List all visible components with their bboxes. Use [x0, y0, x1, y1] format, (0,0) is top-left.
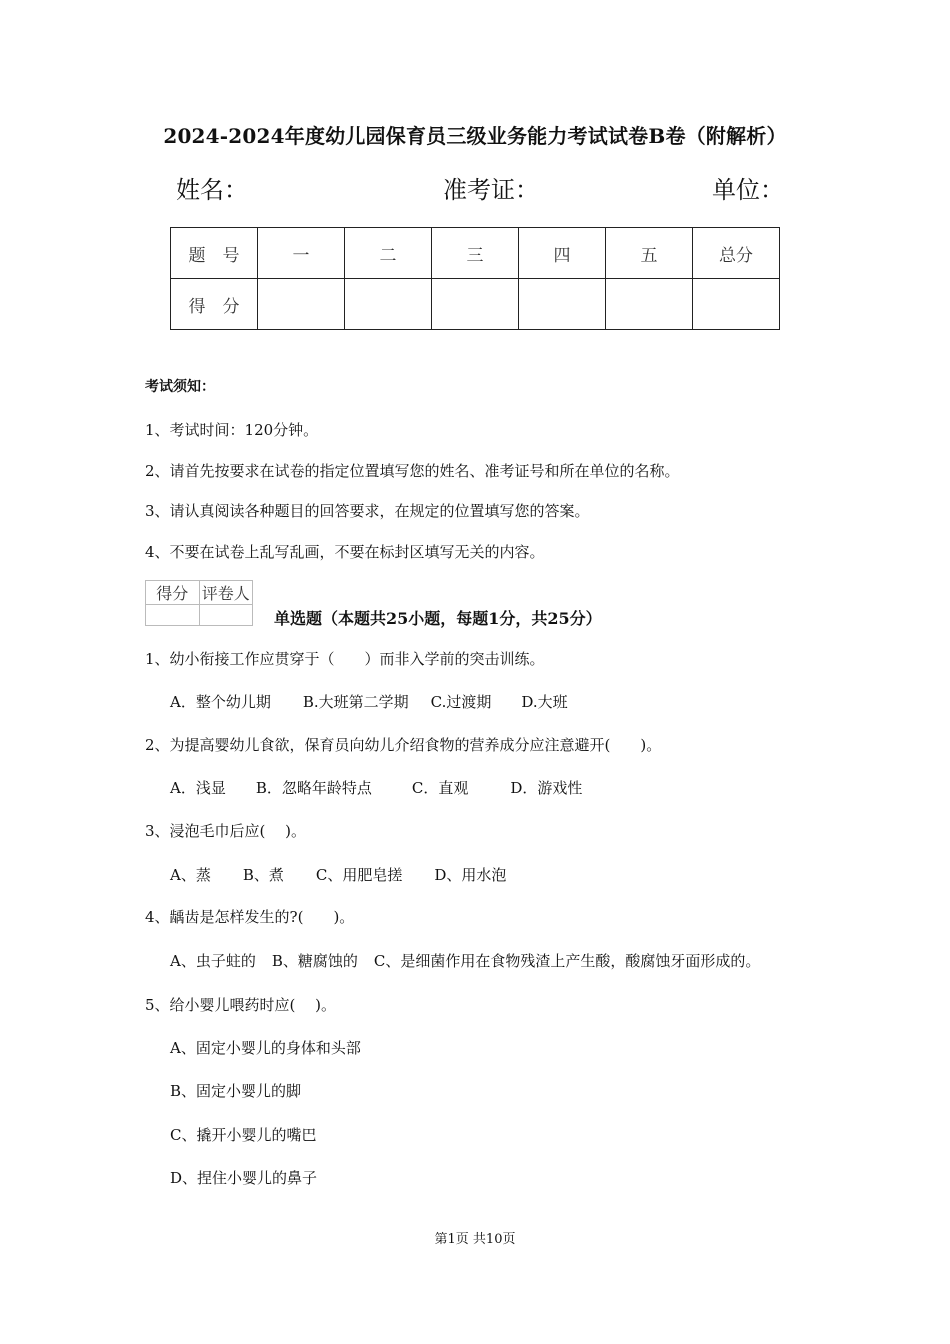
question-stem: 2、为提高婴幼儿食欲，保育员向幼儿介绍食物的营养成分应注意避开( )。: [145, 736, 662, 754]
score-header-cell: 三: [432, 228, 519, 279]
score-input-cell[interactable]: [606, 279, 693, 330]
option[interactable]: C、撬开小婴儿的嘴巴: [170, 1126, 317, 1144]
option[interactable]: A、固定小婴儿的身体和头部: [170, 1039, 361, 1057]
score-input-cell[interactable]: [345, 279, 432, 330]
score-header-cell: 总分: [693, 228, 780, 279]
grader-score-label: 得分: [146, 581, 200, 605]
score-header-cell: 五: [606, 228, 693, 279]
question-options: [170, 691, 568, 712]
score-table-score-row: [171, 279, 780, 330]
option[interactable]: B、固定小婴儿的脚: [170, 1082, 302, 1100]
option[interactable]: B.大班第二学期: [302, 693, 409, 711]
notice-item: 3、请认真阅读各种题目的回答要求，在规定的位置填写您的答案。: [145, 502, 590, 520]
option[interactable]: A、虫子蛀的: [170, 952, 256, 970]
exam-number-field-label: 准考证：: [443, 176, 539, 204]
grader-score-cell[interactable]: [146, 605, 200, 626]
option[interactable]: D、捏住小婴儿的鼻子: [170, 1169, 318, 1187]
notice-item: 2、请首先按要求在试卷的指定位置填写您的姓名、准考证号和所在单位的名称。: [145, 462, 680, 480]
question-options: [170, 864, 506, 885]
notice-heading: 考试须知：: [145, 379, 215, 395]
option[interactable]: C、用肥皂搓: [315, 866, 403, 884]
score-input-cell[interactable]: [258, 279, 345, 330]
page-footer: 第1页 共10页: [434, 1232, 516, 1247]
name-field-label: 姓名：: [176, 176, 248, 204]
question-options: [170, 950, 760, 971]
score-input-cell[interactable]: [519, 279, 606, 330]
notice-item: 4、不要在试卷上乱写乱画，不要在标封区填写无关的内容。: [145, 543, 545, 561]
score-row-label: 得 分: [171, 279, 258, 330]
option[interactable]: D、用水泡: [434, 866, 507, 884]
option[interactable]: C.过渡期: [430, 693, 492, 711]
option[interactable]: D.大班: [521, 693, 568, 711]
option[interactable]: A．整个幼儿期: [170, 693, 271, 711]
question-stem: 4、龋齿是怎样发生的?( )。: [145, 908, 355, 926]
grader-name-label: 评卷人: [199, 581, 253, 605]
section-title: 单选题（本题共25小题，每题1分，共25分）: [274, 609, 602, 628]
score-input-cell[interactable]: [693, 279, 780, 330]
option[interactable]: A．浅显: [170, 779, 226, 797]
exam-title: 2024-2024年度幼儿园保育员三级业务能力考试试卷B卷（附解析）: [163, 124, 787, 148]
option[interactable]: C．直观: [411, 779, 469, 797]
score-input-cell[interactable]: [432, 279, 519, 330]
notice-item: 1、考试时间：120分钟。: [145, 421, 319, 439]
unit-field-label: 单位：: [712, 176, 784, 204]
score-header-cell: 四: [519, 228, 606, 279]
option[interactable]: B．忽略年龄特点: [255, 779, 372, 797]
score-header-cell: 一: [258, 228, 345, 279]
question-stem: 1、幼小衔接工作应贯穿于（ ）而非入学前的突击训练。: [145, 650, 545, 668]
score-header-cell: 二: [345, 228, 432, 279]
score-table-header-row: [171, 228, 780, 279]
candidate-fields: [0, 170, 950, 204]
score-header-cell: 题 号: [171, 228, 258, 279]
question-stem: 3、浸泡毛巾后应( )。: [145, 822, 307, 840]
grader-box: [145, 580, 253, 626]
option[interactable]: D．游戏性: [510, 779, 583, 797]
score-table: [170, 227, 780, 330]
grader-name-cell[interactable]: [199, 605, 253, 626]
question-stem: 5、给小婴儿喂药时应( )。: [145, 996, 337, 1014]
option[interactable]: C、是细菌作用在食物残渣上产生酸，酸腐蚀牙面形成的。: [373, 952, 761, 970]
option[interactable]: B、煮: [242, 866, 284, 884]
option[interactable]: B、糖腐蚀的: [271, 952, 358, 970]
option[interactable]: A、蒸: [170, 866, 211, 884]
question-options: [170, 777, 582, 798]
